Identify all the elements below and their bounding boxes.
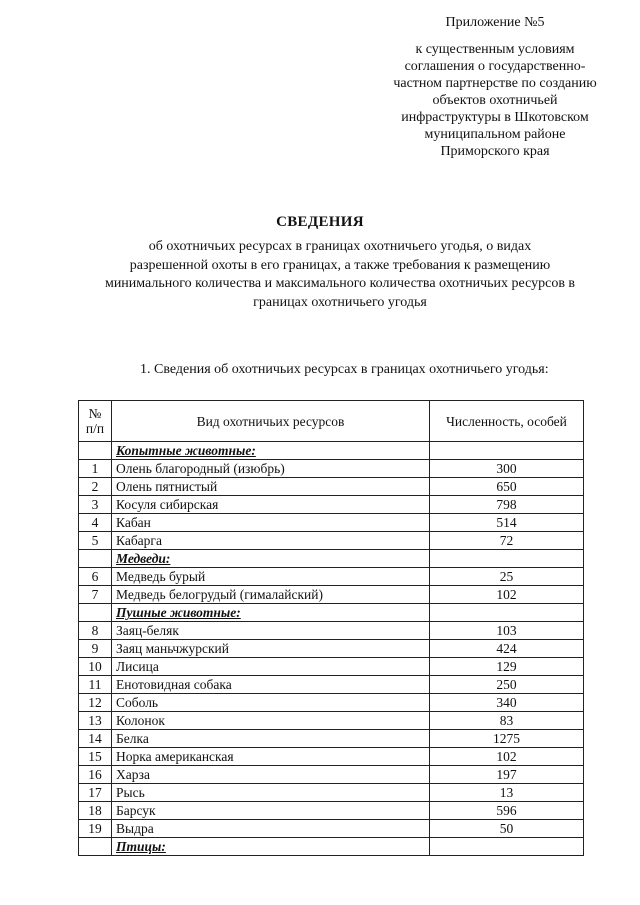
group-name-cell: Копытные животные:	[112, 442, 430, 460]
row-number-cell: 11	[79, 676, 112, 694]
species-name-cell: Кабан	[112, 514, 430, 532]
row-number-cell: 15	[79, 748, 112, 766]
row-number-cell: 10	[79, 658, 112, 676]
row-number-cell: 9	[79, 640, 112, 658]
count-cell: 340	[430, 694, 584, 712]
species-name-cell: Енотовидная собака	[112, 676, 430, 694]
table-row	[79, 640, 584, 658]
count-cell: 50	[430, 820, 584, 838]
count-cell: 798	[430, 496, 584, 514]
species-name-cell: Косуля сибирская	[112, 496, 430, 514]
table-row	[79, 658, 584, 676]
group-number-cell	[79, 442, 112, 460]
count-cell: 596	[430, 802, 584, 820]
appendix-line: к существенным условиям	[415, 42, 575, 57]
species-name-cell: Соболь	[112, 694, 430, 712]
appendix-line: объектов охотничьей	[432, 93, 558, 108]
appendix-title: Приложение №5	[445, 15, 545, 30]
count-cell: 1275	[430, 730, 584, 748]
row-number-cell: 8	[79, 622, 112, 640]
appendix-line: инфраструктуры в Шкотовском	[401, 110, 589, 125]
appendix-line: частном партнерстве по созданию	[393, 76, 597, 91]
row-number-cell: 4	[79, 514, 112, 532]
count-cell: 424	[430, 640, 584, 658]
group-count-cell	[430, 604, 584, 622]
species-name-cell: Норка американская	[112, 748, 430, 766]
group-name-cell: Птицы:	[112, 838, 430, 856]
table-row	[79, 820, 584, 838]
table-group-row	[79, 604, 584, 622]
count-cell: 13	[430, 784, 584, 802]
subtitle-line: границах охотничьего угодья	[253, 294, 427, 310]
appendix-line: муниципальном районе	[424, 127, 566, 142]
table-row	[79, 802, 584, 820]
table-group-row	[79, 550, 584, 568]
row-number-cell: 12	[79, 694, 112, 712]
appendix-block	[380, 14, 610, 160]
row-number-cell: 14	[79, 730, 112, 748]
table-row	[79, 478, 584, 496]
row-number-cell: 19	[79, 820, 112, 838]
table-row	[79, 532, 584, 550]
table-row	[79, 460, 584, 478]
count-cell: 103	[430, 622, 584, 640]
table-row	[79, 748, 584, 766]
table-row	[79, 514, 584, 532]
species-name-cell: Выдра	[112, 820, 430, 838]
row-number-cell: 18	[79, 802, 112, 820]
count-cell: 300	[430, 460, 584, 478]
table-row	[79, 586, 584, 604]
species-name-cell: Белка	[112, 730, 430, 748]
species-name-cell: Колонок	[112, 712, 430, 730]
species-name-cell: Харза	[112, 766, 430, 784]
table-row	[79, 784, 584, 802]
species-name-cell: Медведь белогрудый (гималайский)	[112, 586, 430, 604]
species-name-cell: Олень благородный (изюбрь)	[112, 460, 430, 478]
species-name-cell: Заяц маньчжурский	[112, 640, 430, 658]
count-cell: 72	[430, 532, 584, 550]
count-cell: 129	[430, 658, 584, 676]
row-number-cell: 1	[79, 460, 112, 478]
row-number-cell: 3	[79, 496, 112, 514]
count-cell: 650	[430, 478, 584, 496]
count-cell: 25	[430, 568, 584, 586]
count-cell: 197	[430, 766, 584, 784]
subtitle-line: разрешенной охоты в его границах, а также требования к размещению	[129, 257, 551, 273]
species-name-cell: Медведь бурый	[112, 568, 430, 586]
table-row	[79, 712, 584, 730]
count-cell: 83	[430, 712, 584, 730]
group-number-cell	[79, 838, 112, 856]
table-row	[79, 730, 584, 748]
group-name-cell: Пушные животные:	[112, 604, 430, 622]
resources-table	[78, 400, 584, 856]
header-number: № п/п	[79, 401, 112, 442]
species-name-cell: Олень пятнистый	[112, 478, 430, 496]
group-count-cell	[430, 838, 584, 856]
appendix-line: Приморского края	[440, 144, 550, 159]
species-name-cell: Заяц-беляк	[112, 622, 430, 640]
table-row	[79, 766, 584, 784]
row-number-cell: 13	[79, 712, 112, 730]
row-number-cell: 2	[79, 478, 112, 496]
species-name-cell: Кабарга	[112, 532, 430, 550]
header-species: Вид охотничьих ресурсов	[112, 401, 430, 442]
document-subtitle	[60, 238, 620, 312]
count-cell: 102	[430, 586, 584, 604]
subtitle-line: минимального количества и максимального количества охотничьих ресурсов в	[104, 276, 576, 291]
table-row	[79, 694, 584, 712]
table-header-row	[79, 401, 584, 442]
group-number-cell	[79, 550, 112, 568]
row-number-cell: 7	[79, 586, 112, 604]
appendix-line: соглашения о государственно-	[404, 59, 586, 74]
table-group-row	[79, 838, 584, 856]
row-number-cell: 5	[79, 532, 112, 550]
count-cell: 514	[430, 514, 584, 532]
table-row	[79, 496, 584, 514]
species-name-cell: Барсук	[112, 802, 430, 820]
subtitle-line: об охотничьих ресурсах в границах охотничьего угодья, о видах	[148, 239, 532, 254]
group-count-cell	[430, 442, 584, 460]
count-cell: 102	[430, 748, 584, 766]
row-number-cell: 6	[79, 568, 112, 586]
species-name-cell: Рысь	[112, 784, 430, 802]
table-row	[79, 622, 584, 640]
count-cell: 250	[430, 676, 584, 694]
group-number-cell	[79, 604, 112, 622]
table-row	[79, 568, 584, 586]
group-count-cell	[430, 550, 584, 568]
table-body	[79, 442, 584, 856]
row-number-cell: 17	[79, 784, 112, 802]
header-count: Численность, особей	[430, 401, 584, 442]
row-number-cell: 16	[79, 766, 112, 784]
section-title: 1. Сведения об охотничьих ресурсах в границах охотничьего угодья:	[140, 362, 549, 377]
group-name-cell: Медведи:	[112, 550, 430, 568]
species-name-cell: Лисица	[112, 658, 430, 676]
table-row	[79, 676, 584, 694]
table-group-row	[79, 442, 584, 460]
document-heading: СВЕДЕНИЯ	[276, 214, 364, 230]
